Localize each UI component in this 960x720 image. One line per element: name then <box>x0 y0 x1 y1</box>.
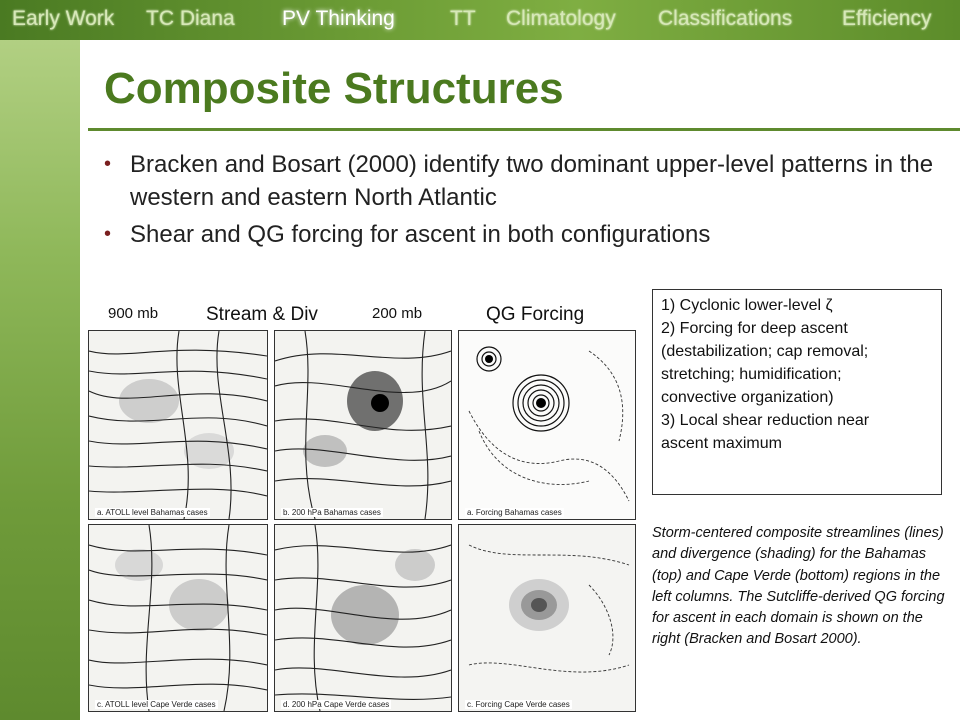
info-line: 3) Local shear reduction near <box>661 412 870 429</box>
bullet-icon: • <box>104 153 112 175</box>
info-line: 1) Cyclonic lower-level ζ <box>661 297 833 314</box>
panel-caption: c. ATOLL level Cape Verde cases <box>97 700 216 709</box>
tab-pv-thinking[interactable]: PV Thinking <box>282 7 395 30</box>
left-sidebar-decoration <box>0 0 80 720</box>
label-qg-forcing: QG Forcing <box>486 304 585 325</box>
label-900mb: 900 mb <box>108 305 159 322</box>
info-line: stretching; humidification; <box>661 366 842 383</box>
panel-caption: a. Forcing Bahamas cases <box>467 508 562 517</box>
info-line: (destabilization; cap removal; <box>661 343 869 360</box>
info-line: ascent maximum <box>661 435 782 452</box>
tab-tc-diana[interactable]: TC Diana <box>146 7 235 30</box>
tab-classifications[interactable]: Classifications <box>658 7 793 30</box>
page-title: Composite Structures <box>104 64 564 113</box>
panel-200hpa-bahamas <box>274 330 452 520</box>
label-200mb: 200 mb <box>372 305 423 322</box>
bullet-item <box>104 148 944 214</box>
panel-200hpa-cape-verde <box>274 524 452 712</box>
streamline-map <box>275 525 451 711</box>
panel-caption: a. ATOLL level Bahamas cases <box>97 508 208 517</box>
bullet-item <box>104 218 944 251</box>
top-navigation <box>0 0 960 40</box>
bullet-text: Bracken and Bosart (2000) identify two dominant upper-level patterns in the western and eastern North Atlantic <box>130 151 934 211</box>
panel-caption: c. Forcing Cape Verde cases <box>467 700 570 709</box>
info-line: convective organization) <box>661 389 834 406</box>
contour-map <box>459 525 635 711</box>
tab-early-work[interactable]: Early Work <box>12 7 115 30</box>
panel-caption: d. 200 hPa Cape Verde cases <box>283 700 390 709</box>
panel-atoll-cape-verde <box>88 524 268 712</box>
panel-atoll-bahamas <box>88 330 268 520</box>
streamline-map <box>89 331 267 519</box>
panel-caption: b. 200 hPa Bahamas cases <box>283 508 381 517</box>
label-stream-div: Stream & Div <box>206 304 318 325</box>
streamline-map <box>89 525 267 711</box>
panel-forcing-bahamas <box>458 330 636 520</box>
info-box <box>652 289 942 495</box>
info-line: 2) Forcing for deep ascent <box>661 320 848 337</box>
title-divider <box>88 128 960 131</box>
tab-efficiency[interactable]: Efficiency <box>842 7 932 30</box>
panel-forcing-cape-verde <box>458 524 636 712</box>
tab-tt[interactable]: TT <box>450 7 476 30</box>
figure-caption: Storm-centered composite streamlines (lines) and divergence (shading) for the Bahamas (top) and Cape Verde (bottom) regions in the left columns. The Sutcliffe-derived QG forcing for ascent in each domain is shown on the right (Bracken and Bosart 2000). <box>652 525 945 648</box>
bullet-icon: • <box>104 223 112 245</box>
tab-climatology[interactable]: Climatology <box>506 7 616 30</box>
bullet-text: Shear and QG forcing for ascent in both configurations <box>130 221 711 248</box>
streamline-map <box>275 331 451 519</box>
contour-map <box>459 331 635 519</box>
bullet-list <box>104 148 944 255</box>
